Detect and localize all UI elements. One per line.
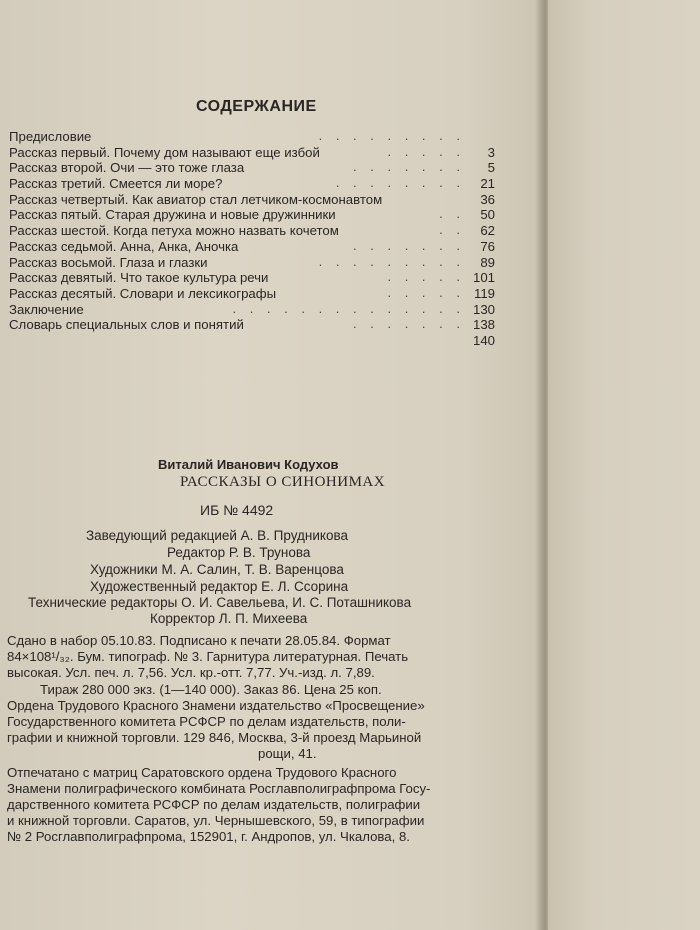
- credit-line: Редактор Р. В. Трунова: [167, 545, 311, 560]
- imprint-line: и книжной торговли. Саратов, ул. Чернышевского, 59, в типографии: [7, 813, 425, 828]
- credit-line: Заведующий редакцией А. В. Прудникова: [86, 528, 349, 543]
- toc-entry-title: Рассказ третий. Смеется ли море?: [9, 176, 223, 192]
- toc-leader-dots: . .: [439, 222, 465, 238]
- toc-entry-page: 130: [472, 301, 495, 317]
- toc-entry-page: 36: [480, 191, 495, 207]
- toc-entry-title: Рассказ восьмой. Глаза и глазки: [9, 254, 208, 270]
- imprint-line: Государственного комитета РСФСР по делам издательств, поли-: [7, 714, 406, 729]
- toc-entry-title: Рассказ десятый. Словари и лексикографы: [9, 285, 277, 301]
- book-title: РАССКАЗЫ О СИНОНИМАХ: [180, 474, 386, 490]
- toc-entry-page: 21: [480, 176, 495, 192]
- toc-entry-title: Рассказ девятый. Что такое культура речи: [9, 270, 269, 286]
- imprint-line: Ордена Трудового Красного Знамени издательство «Просвещение»: [7, 698, 425, 713]
- toc-entry: [9, 207, 495, 223]
- imprint-line: дарственного комитета РСФСР по делам издательств, полиграфии: [7, 797, 421, 812]
- toc-entry-page: 101: [472, 270, 495, 286]
- imprint-line: № 2 Росглавполиграфпрома, 152901, г. Андропов, ул. Чкалова, 8.: [7, 829, 410, 844]
- toc-leader-dots: . . . . . . . .: [335, 175, 465, 191]
- toc-leader-dots: . . . . . . .: [353, 316, 465, 332]
- toc-entry: [9, 192, 495, 208]
- imprint-line: рощи, 41.: [258, 746, 317, 761]
- imprint-line: высокая. Усл. печ. л. 7,56. Усл. кр.-отт. 7,77. Уч.-изд. л. 7,89.: [7, 665, 375, 680]
- imprint-line: Знамени полиграфического комбината Росглавполиграфпрома Госу-: [7, 781, 431, 796]
- toc-entry-title: Рассказ первый. Почему дом называют еще избой: [9, 144, 320, 160]
- toc-entry: [9, 160, 495, 176]
- toc-leader-dots: . .: [439, 206, 465, 222]
- toc-entry-title: Рассказ второй. Очи — это тоже глаза: [9, 160, 245, 176]
- credit-line: Корректор Л. П. Михеева: [150, 611, 308, 626]
- toc-leader-dots: . . . . .: [387, 284, 465, 300]
- imprint-line: 84×108¹/₃₂. Бум. типограф. № 3. Гарнитура литературная. Печать: [7, 649, 409, 664]
- toc-entry: [9, 302, 495, 318]
- toc-entry-title: Заключение: [9, 301, 84, 317]
- imprint-line: Отпечатано с матриц Саратовского ордена Трудового Красного: [7, 765, 397, 780]
- toc-entry-page: 76: [480, 238, 495, 254]
- imprint-line: Сдано в набор 05.10.83. Подписано к печати 28.05.84. Формат: [7, 633, 391, 648]
- credit-line: Технические редакторы О. И. Савельева, И. С. Поташникова: [28, 595, 412, 610]
- toc-entry: [9, 333, 495, 349]
- toc-leader-dots: . . . . . . .: [353, 159, 465, 175]
- toc-entry-title: Рассказ пятый. Старая дружина и новые дружинники: [9, 207, 336, 223]
- author-name: Виталий Иванович Кодухов: [158, 457, 339, 472]
- toc-leader-dots: . . . . .: [387, 143, 465, 159]
- toc-entry: [9, 129, 495, 145]
- toc-entry-page: 119: [473, 285, 495, 301]
- toc-entry-title: Рассказ седьмой. Анна, Анка, Аночка: [9, 238, 239, 254]
- toc-heading: СОДЕРЖАНИЕ: [196, 98, 317, 115]
- toc-entry-title: Рассказ шестой. Когда петуха можно назвать кочетом: [9, 223, 339, 239]
- toc-entry-page: 62: [480, 223, 495, 239]
- credit-line: Художественный редактор Е. Л. Ссорина: [90, 579, 349, 594]
- credit-line: Художники М. А. Салин, Т. В. Варенцова: [90, 562, 344, 577]
- toc-entry: [9, 255, 495, 271]
- toc-entry: [9, 317, 495, 333]
- toc-entry-title: Рассказ четвертый. Как авиатор стал летчиком-космонавтом: [9, 191, 383, 207]
- toc-entry: [9, 145, 495, 161]
- toc-leader-dots: . . . . . . . . . . . . . .: [232, 300, 465, 316]
- toc-entry-page: 140: [472, 332, 495, 348]
- toc-entry-title: Предисловие: [9, 129, 92, 144]
- ib-number: ИБ № 4492: [200, 502, 274, 518]
- toc-entry: [9, 270, 495, 286]
- facing-page: [548, 0, 700, 930]
- imprint-line: графии и книжной торговли. 129 846, Москва, 3-й проезд Марьиной: [7, 730, 422, 745]
- toc-list: [9, 129, 495, 349]
- toc-entry-page: 50: [480, 207, 495, 223]
- toc-entry: [9, 239, 495, 255]
- toc-leader-dots: . . . . . . . . .: [318, 253, 465, 269]
- toc-entry: [9, 223, 495, 239]
- imprint-line: Тираж 280 000 экз. (1—140 000). Заказ 86. Цена 25 коп.: [40, 682, 382, 697]
- toc-entry-page: 138: [472, 317, 495, 333]
- toc-entry: [9, 286, 495, 302]
- toc-leader-dots: . . . . .: [387, 269, 465, 285]
- toc-leader-dots: . . . . . . . . .: [318, 128, 465, 143]
- toc-entry-title: Словарь специальных слов и понятий: [9, 317, 244, 333]
- toc-entry: [9, 176, 495, 192]
- toc-entry-page: 5: [487, 160, 495, 176]
- toc-entry-page: 89: [480, 254, 495, 270]
- toc-leader-dots: . . . . . . .: [353, 237, 465, 253]
- toc-entry-page: 3: [487, 144, 495, 160]
